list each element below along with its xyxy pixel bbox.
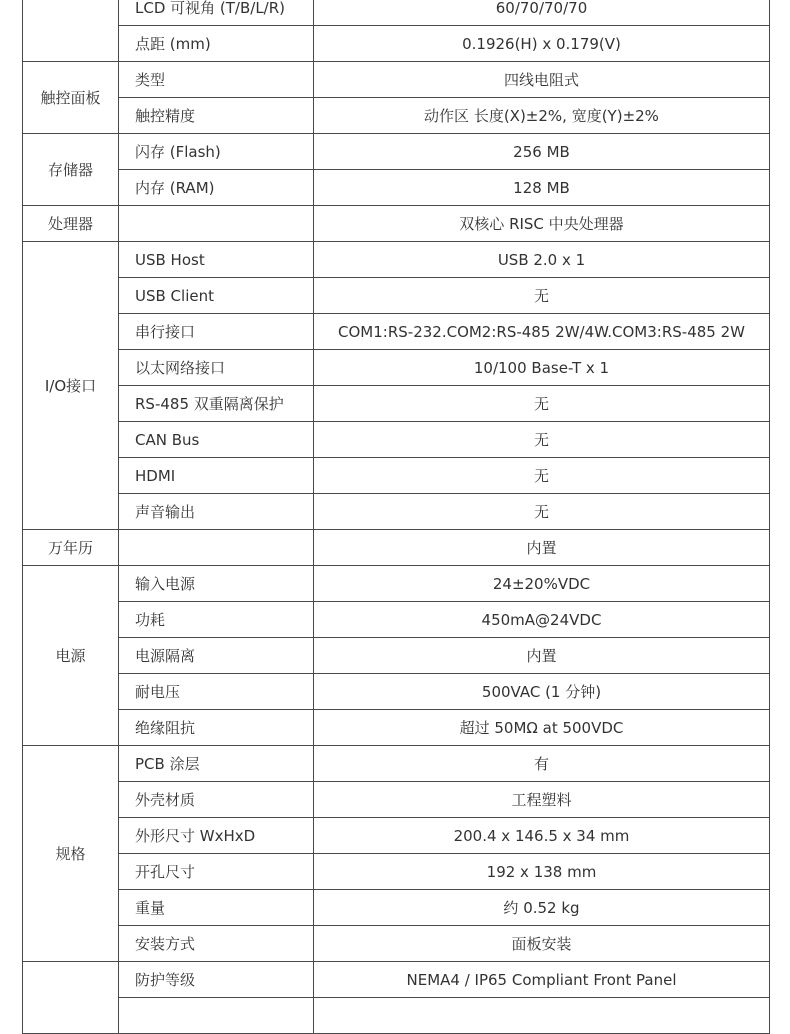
value-cell: 内置 — [314, 638, 770, 674]
category-cell — [23, 0, 119, 62]
item-cell: 功耗 — [119, 602, 314, 638]
value-cell: 无 — [314, 278, 770, 314]
spec-table — [22, 0, 770, 1034]
category-cell: I/O接口 — [23, 242, 119, 530]
item-cell: 安装方式 — [119, 926, 314, 962]
category-cell: 触控面板 — [23, 62, 119, 134]
table-row — [23, 314, 770, 350]
table-row — [23, 530, 770, 566]
value-cell: NEMA4 / IP65 Compliant Front Panel — [314, 962, 770, 998]
item-cell: USB Client — [119, 278, 314, 314]
category-cell: 处理器 — [23, 206, 119, 242]
value-cell: 256 MB — [314, 134, 770, 170]
value-cell: 无 — [314, 422, 770, 458]
value-cell: 10/100 Base-T x 1 — [314, 350, 770, 386]
table-row — [23, 206, 770, 242]
spec-table-body — [23, 0, 770, 1034]
item-cell: 外形尺寸 WxHxD — [119, 818, 314, 854]
item-cell: LCD 可视角 (T/B/L/R) — [119, 0, 314, 26]
item-cell: RS-485 双重隔离保护 — [119, 386, 314, 422]
value-cell: 192 x 138 mm — [314, 854, 770, 890]
value-cell: USB 2.0 x 1 — [314, 242, 770, 278]
item-cell: 点距 (mm) — [119, 26, 314, 62]
table-row — [23, 422, 770, 458]
table-row — [23, 890, 770, 926]
value-cell: 无 — [314, 494, 770, 530]
table-row — [23, 494, 770, 530]
table-row — [23, 926, 770, 962]
item-cell: 触控精度 — [119, 98, 314, 134]
item-cell: 绝缘阻抗 — [119, 710, 314, 746]
item-cell — [119, 530, 314, 566]
value-cell: 动作区 长度(X)±2%, 宽度(Y)±2% — [314, 98, 770, 134]
item-cell: 以太网络接口 — [119, 350, 314, 386]
category-cell: 规格 — [23, 746, 119, 962]
value-cell: 128 MB — [314, 170, 770, 206]
table-row — [23, 674, 770, 710]
item-cell: 声音输出 — [119, 494, 314, 530]
value-cell: 60/70/70/70 — [314, 0, 770, 26]
table-row — [23, 962, 770, 998]
item-cell: 外壳材质 — [119, 782, 314, 818]
category-cell: 万年历 — [23, 530, 119, 566]
table-row — [23, 386, 770, 422]
table-row — [23, 998, 770, 1034]
table-row — [23, 242, 770, 278]
table-row — [23, 278, 770, 314]
table-row — [23, 170, 770, 206]
value-cell: 500VAC (1 分钟) — [314, 674, 770, 710]
item-cell: PCB 涂层 — [119, 746, 314, 782]
table-row — [23, 782, 770, 818]
table-row — [23, 710, 770, 746]
value-cell: 有 — [314, 746, 770, 782]
item-cell: 重量 — [119, 890, 314, 926]
item-cell: 电源隔离 — [119, 638, 314, 674]
item-cell: 耐电压 — [119, 674, 314, 710]
table-row — [23, 98, 770, 134]
table-row — [23, 602, 770, 638]
value-cell: 450mA@24VDC — [314, 602, 770, 638]
table-row — [23, 818, 770, 854]
category-cell: 电源 — [23, 566, 119, 746]
value-cell: 工程塑料 — [314, 782, 770, 818]
table-row — [23, 638, 770, 674]
value-cell: 面板安装 — [314, 926, 770, 962]
table-row — [23, 566, 770, 602]
value-cell: 无 — [314, 386, 770, 422]
table-row — [23, 26, 770, 62]
table-row — [23, 854, 770, 890]
table-row — [23, 350, 770, 386]
table-row — [23, 458, 770, 494]
value-cell: 双核心 RISC 中央处理器 — [314, 206, 770, 242]
item-cell: 类型 — [119, 62, 314, 98]
item-cell: 内存 (RAM) — [119, 170, 314, 206]
item-cell — [119, 998, 314, 1034]
item-cell: 开孔尺寸 — [119, 854, 314, 890]
category-cell: 存储器 — [23, 134, 119, 206]
value-cell: COM1:RS-232.COM2:RS-485 2W/4W.COM3:RS-485 2W — [314, 314, 770, 350]
category-cell — [23, 962, 119, 1034]
table-row — [23, 746, 770, 782]
value-cell: 超过 50MΩ at 500VDC — [314, 710, 770, 746]
item-cell: CAN Bus — [119, 422, 314, 458]
value-cell: 24±20%VDC — [314, 566, 770, 602]
value-cell: 内置 — [314, 530, 770, 566]
item-cell: 串行接口 — [119, 314, 314, 350]
value-cell: 四线电阻式 — [314, 62, 770, 98]
value-cell: 200.4 x 146.5 x 34 mm — [314, 818, 770, 854]
item-cell: HDMI — [119, 458, 314, 494]
value-cell: 约 0.52 kg — [314, 890, 770, 926]
item-cell: 闪存 (Flash) — [119, 134, 314, 170]
table-row — [23, 0, 770, 26]
value-cell — [314, 998, 770, 1034]
table-row — [23, 134, 770, 170]
item-cell: 防护等级 — [119, 962, 314, 998]
value-cell: 0.1926(H) x 0.179(V) — [314, 26, 770, 62]
item-cell — [119, 206, 314, 242]
table-row — [23, 62, 770, 98]
item-cell: USB Host — [119, 242, 314, 278]
value-cell: 无 — [314, 458, 770, 494]
item-cell: 输入电源 — [119, 566, 314, 602]
